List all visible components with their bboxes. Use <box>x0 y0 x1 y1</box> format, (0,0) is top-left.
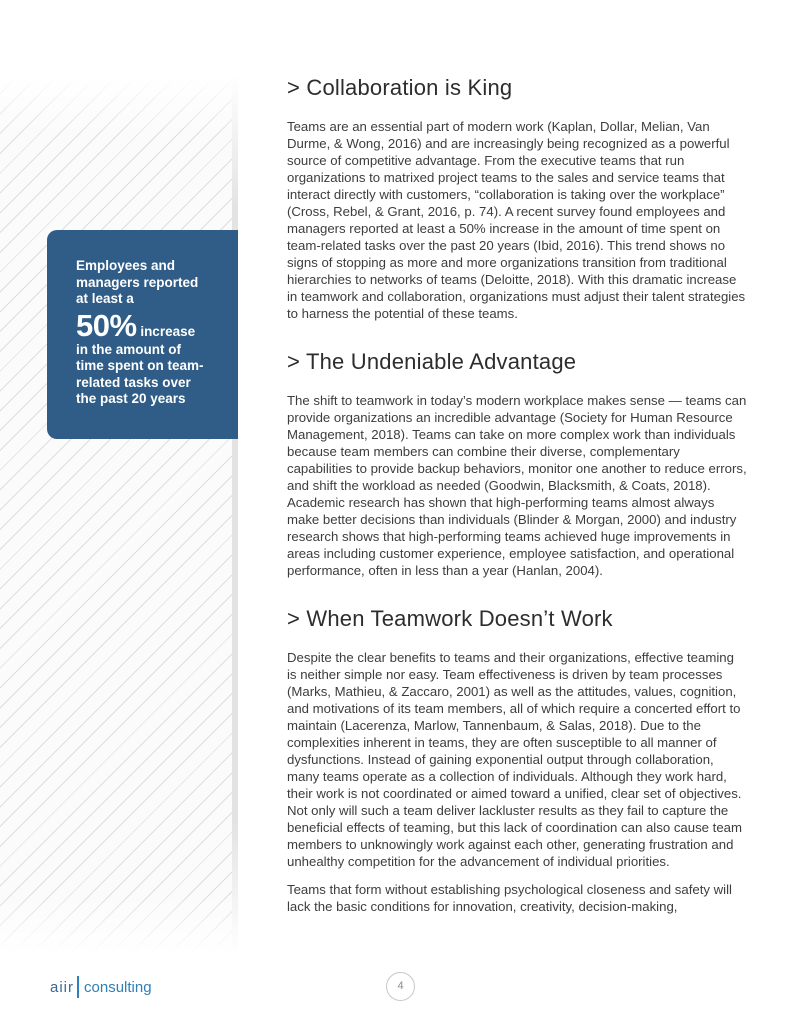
section-heading: > The Undeniable Advantage <box>287 349 577 374</box>
logo-mark: aiir <box>50 978 75 996</box>
section-heading: > Collaboration is King <box>287 75 513 100</box>
section-paragraph: Despite the clear benefits to teams and their organizations, effective teaming is neither simple nor easy. Team effectiveness is driven by team processes (Marks, Mathieu, & Zaccaro, 2001) as well as the attitudes, values, cognition, and motivations of its team members, all of which require a concerted effort to maintain (Lacerenza, Marlow, Tannenbaum, & Salas, 2018). Due to the complexities inherent in teams, they are often susceptible to all manner of dysfunctions. Instead of gaining exponential output through collaboration, many teams operate as a collection of individuals. Although they work hard, their work is not coordinated or aimed toward a unified, clear set of objectives. Not only will such a team deliver lackluster results as they fail to capture the beneficial effects of teaming, but this lack of coordination can also cause team members to unknowingly work against each other, generating frustration and unhealthy competition for the advancement of individual priorities. <box>287 650 742 869</box>
logo-divider <box>77 976 79 998</box>
callout-increase-word: increase <box>140 323 196 339</box>
main-content <box>287 72 747 915</box>
stripe-fade-top <box>0 75 238 135</box>
page-number: 4 <box>386 972 415 1001</box>
callout-line: Employees and <box>76 258 176 273</box>
callout-big-number: 50% <box>76 307 137 343</box>
logo-text: consulting <box>84 978 152 996</box>
stripe-fade-bottom <box>0 895 238 955</box>
callout-line: in the amount of <box>76 341 181 357</box>
callout-line: managers reported <box>76 274 199 290</box>
panel-edge-shadow <box>232 75 238 955</box>
callout-line: time spent on team- <box>76 358 204 373</box>
stat-callout-box <box>47 230 238 439</box>
callout-line: related tasks over <box>76 374 191 390</box>
decorative-stripe-panel <box>0 75 238 955</box>
section-paragraph: Teams that form without establishing psychological closeness and safety will lack the basic conditions for innovation, creativity, decision-making, <box>287 882 732 914</box>
company-logo <box>50 976 152 998</box>
callout-line: at least a <box>76 291 134 306</box>
callout-line: the past 20 years <box>76 391 186 406</box>
callout-stat-line <box>76 307 220 343</box>
section-heading: > When Teamwork Doesn’t Work <box>287 606 613 631</box>
section-paragraph: The shift to teamwork in today’s modern workplace makes sense — teams can provide organizations an incredible advantage (Society for Human Resource Management, 2018). Teams can take on more complex work than individuals because team members can combine their diverse, complementary capabilities to provide backup behaviors, monitor one another to reduce errors, and shift the workload as needed (Goodwin, Blacksmith, & Coats, 2018). Academic research has shown that high-performing teams almost always make better decisions than individuals (Blinder & Morgan, 2000) and industry research shows that high-performing teams achieved huge improvements in areas including customer experience, employee satisfaction, and operational performance, often in less than a year (Hanlan, 2004). <box>287 393 747 578</box>
section-paragraph: Teams are an essential part of modern work (Kaplan, Dollar, Melian, Van Durme, & Wong, 2016) and are increasingly being recognized as a powerful source of competitive advantage. From the executive teams that run organizations to matrixed project teams to the sales and service teams that interact directly with customers, “collaboration is taking over the workplace” (Cross, Rebel, & Grant, 2016, p. 74). A recent survey found employees and managers reported at least a 50% increase in the amount of time spent on team-related tasks over the past 20 years (Ibid, 2016). This trend shows no signs of stopping as more and more organizations transition from traditional hierarchies to networks of teams (Deloitte, 2018). With this dramatic increase in teamwork and collaboration, organizations must adjust their talent strategies to harness the potential of these teams. <box>287 119 746 321</box>
